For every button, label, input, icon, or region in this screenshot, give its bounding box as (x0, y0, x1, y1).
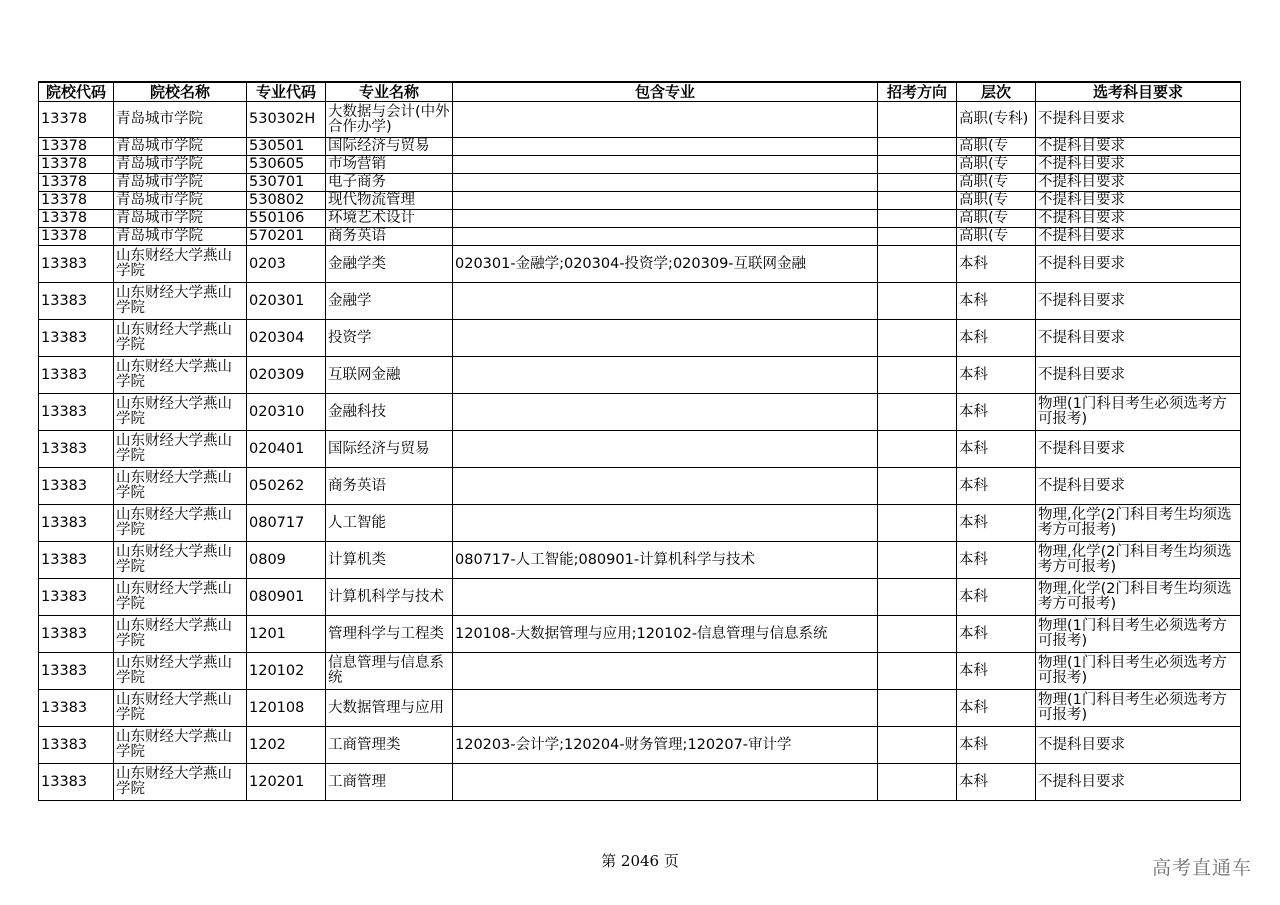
cell-school-name: 山东财经大学燕山学院 (114, 283, 247, 320)
cell-level: 本科 (957, 542, 1036, 579)
cell-major-code: 530302H (247, 102, 326, 138)
cell-subject-requirement: 不提科目要求 (1036, 102, 1241, 138)
cell-major-name: 投资学 (326, 320, 453, 357)
table-row (39, 138, 1241, 156)
cell-direction (878, 468, 957, 505)
cell-level: 高职(专 (957, 174, 1036, 192)
cell-level: 本科 (957, 394, 1036, 431)
cell-level: 本科 (957, 320, 1036, 357)
cell-direction (878, 228, 957, 246)
cell-direction (878, 174, 957, 192)
header-school-name: 院校名称 (114, 82, 247, 102)
cell-direction (878, 542, 957, 579)
cell-level: 本科 (957, 283, 1036, 320)
table-header-row (39, 82, 1241, 102)
cell-included-majors (453, 431, 878, 468)
cell-included-majors: 120108-大数据管理与应用;120102-信息管理与信息系统 (453, 616, 878, 653)
cell-school-code: 13378 (39, 138, 114, 156)
cell-included-majors (453, 579, 878, 616)
cell-included-majors (453, 102, 878, 138)
table-row (39, 616, 1241, 653)
cell-level: 本科 (957, 357, 1036, 394)
cell-school-name: 青岛城市学院 (114, 156, 247, 174)
table-row (39, 246, 1241, 283)
cell-school-name: 山东财经大学燕山学院 (114, 357, 247, 394)
cell-major-code: 1202 (247, 727, 326, 764)
header-major-name: 专业名称 (326, 82, 453, 102)
cell-subject-requirement: 不提科目要求 (1036, 283, 1241, 320)
cell-subject-requirement: 不提科目要求 (1036, 228, 1241, 246)
cell-school-name: 山东财经大学燕山学院 (114, 764, 247, 801)
cell-level: 高职(专 (957, 228, 1036, 246)
cell-included-majors (453, 653, 878, 690)
cell-included-majors (453, 357, 878, 394)
admissions-table (38, 81, 1241, 801)
cell-direction (878, 431, 957, 468)
cell-major-code: 570201 (247, 228, 326, 246)
table-row (39, 542, 1241, 579)
cell-major-name: 计算机类 (326, 542, 453, 579)
cell-direction (878, 192, 957, 210)
header-direction: 招考方向 (878, 82, 957, 102)
cell-school-code: 13378 (39, 210, 114, 228)
cell-major-code: 0203 (247, 246, 326, 283)
cell-subject-requirement: 不提科目要求 (1036, 192, 1241, 210)
cell-included-majors (453, 156, 878, 174)
cell-level: 本科 (957, 690, 1036, 727)
cell-direction (878, 138, 957, 156)
table-row (39, 394, 1241, 431)
cell-school-code: 13383 (39, 246, 114, 283)
cell-included-majors (453, 320, 878, 357)
cell-level: 高职(专科) (957, 102, 1036, 138)
header-major-code: 专业代码 (247, 82, 326, 102)
cell-school-code: 13383 (39, 357, 114, 394)
cell-subject-requirement: 物理(1门科目考生必须选考方可报考) (1036, 394, 1241, 431)
cell-subject-requirement: 物理,化学(2门科目考生均须选考方可报考) (1036, 542, 1241, 579)
cell-major-code: 1201 (247, 616, 326, 653)
cell-school-code: 13378 (39, 228, 114, 246)
cell-subject-requirement: 不提科目要求 (1036, 764, 1241, 801)
cell-school-code: 13383 (39, 431, 114, 468)
cell-subject-requirement: 不提科目要求 (1036, 727, 1241, 764)
cell-direction (878, 616, 957, 653)
cell-direction (878, 764, 957, 801)
table-row (39, 357, 1241, 394)
cell-school-code: 13383 (39, 320, 114, 357)
cell-school-name: 青岛城市学院 (114, 174, 247, 192)
cell-subject-requirement: 不提科目要求 (1036, 246, 1241, 283)
cell-major-code: 120201 (247, 764, 326, 801)
cell-level: 本科 (957, 653, 1036, 690)
cell-school-name: 山东财经大学燕山学院 (114, 542, 247, 579)
table-row (39, 431, 1241, 468)
cell-included-majors (453, 505, 878, 542)
cell-level: 高职(专 (957, 138, 1036, 156)
cell-major-name: 管理科学与工程类 (326, 616, 453, 653)
cell-school-name: 山东财经大学燕山学院 (114, 579, 247, 616)
cell-major-code: 550106 (247, 210, 326, 228)
cell-school-code: 13383 (39, 542, 114, 579)
cell-subject-requirement: 物理(1门科目考生必须选考方可报考) (1036, 616, 1241, 653)
cell-school-name: 山东财经大学燕山学院 (114, 320, 247, 357)
cell-direction (878, 320, 957, 357)
cell-school-name: 山东财经大学燕山学院 (114, 653, 247, 690)
cell-school-name: 青岛城市学院 (114, 192, 247, 210)
cell-major-name: 商务英语 (326, 468, 453, 505)
watermark-logo-text: 高考直通车 (1151, 857, 1252, 879)
cell-level: 高职(专 (957, 210, 1036, 228)
cell-major-code: 530605 (247, 156, 326, 174)
table-row (39, 210, 1241, 228)
cell-major-name: 商务英语 (326, 228, 453, 246)
cell-major-code: 530802 (247, 192, 326, 210)
cell-direction (878, 102, 957, 138)
cell-major-code: 020401 (247, 431, 326, 468)
cell-school-code: 13383 (39, 283, 114, 320)
cell-subject-requirement: 不提科目要求 (1036, 468, 1241, 505)
cell-included-majors (453, 690, 878, 727)
cell-direction (878, 156, 957, 174)
cell-level: 本科 (957, 727, 1036, 764)
cell-major-name: 市场营销 (326, 156, 453, 174)
cell-included-majors: 080717-人工智能;080901-计算机科学与技术 (453, 542, 878, 579)
cell-level: 本科 (957, 431, 1036, 468)
cell-school-name: 山东财经大学燕山学院 (114, 431, 247, 468)
table-row (39, 192, 1241, 210)
cell-major-code: 020309 (247, 357, 326, 394)
cell-school-name: 山东财经大学燕山学院 (114, 246, 247, 283)
cell-major-name: 金融学类 (326, 246, 453, 283)
cell-school-code: 13378 (39, 102, 114, 138)
cell-school-code: 13383 (39, 468, 114, 505)
cell-major-code: 120102 (247, 653, 326, 690)
cell-school-code: 13383 (39, 394, 114, 431)
cell-major-code: 0809 (247, 542, 326, 579)
cell-subject-requirement: 不提科目要求 (1036, 138, 1241, 156)
table-row (39, 228, 1241, 246)
cell-major-name: 大数据与会计(中外合作办学) (326, 102, 453, 138)
cell-school-code: 13383 (39, 579, 114, 616)
cell-major-name: 环境艺术设计 (326, 210, 453, 228)
cell-level: 本科 (957, 616, 1036, 653)
cell-major-code: 020304 (247, 320, 326, 357)
table-row (39, 156, 1241, 174)
cell-major-name: 工商管理类 (326, 727, 453, 764)
cell-included-majors (453, 394, 878, 431)
table-body (39, 102, 1241, 801)
cell-school-name: 青岛城市学院 (114, 102, 247, 138)
cell-major-code: 530701 (247, 174, 326, 192)
cell-school-code: 13378 (39, 174, 114, 192)
table-row (39, 320, 1241, 357)
table-row (39, 102, 1241, 138)
cell-direction (878, 505, 957, 542)
cell-major-name: 电子商务 (326, 174, 453, 192)
cell-major-code: 080717 (247, 505, 326, 542)
cell-school-name: 青岛城市学院 (114, 138, 247, 156)
cell-major-name: 国际经济与贸易 (326, 138, 453, 156)
cell-included-majors (453, 138, 878, 156)
cell-direction (878, 283, 957, 320)
cell-school-code: 13383 (39, 727, 114, 764)
table-row (39, 505, 1241, 542)
cell-major-code: 530501 (247, 138, 326, 156)
cell-major-code: 020301 (247, 283, 326, 320)
cell-direction (878, 357, 957, 394)
cell-major-name: 信息管理与信息系统 (326, 653, 453, 690)
cell-school-code: 13383 (39, 653, 114, 690)
cell-major-name: 工商管理 (326, 764, 453, 801)
cell-direction (878, 394, 957, 431)
cell-subject-requirement: 不提科目要求 (1036, 210, 1241, 228)
cell-major-name: 国际经济与贸易 (326, 431, 453, 468)
cell-level: 本科 (957, 505, 1036, 542)
cell-level: 本科 (957, 579, 1036, 616)
cell-major-name: 计算机科学与技术 (326, 579, 453, 616)
cell-major-code: 050262 (247, 468, 326, 505)
cell-school-code: 13383 (39, 764, 114, 801)
cell-major-code: 020310 (247, 394, 326, 431)
cell-level: 本科 (957, 468, 1036, 505)
cell-subject-requirement: 不提科目要求 (1036, 431, 1241, 468)
table-row (39, 174, 1241, 192)
cell-direction (878, 690, 957, 727)
cell-subject-requirement: 物理(1门科目考生必须选考方可报考) (1036, 653, 1241, 690)
cell-subject-requirement: 物理,化学(2门科目考生均须选考方可报考) (1036, 579, 1241, 616)
table-row (39, 283, 1241, 320)
cell-school-code: 13378 (39, 192, 114, 210)
cell-school-name: 青岛城市学院 (114, 228, 247, 246)
header-included-majors: 包含专业 (453, 82, 878, 102)
cell-school-code: 13383 (39, 505, 114, 542)
cell-school-code: 13378 (39, 156, 114, 174)
page-number: 第 2046 页 (601, 852, 679, 870)
cell-major-code: 120108 (247, 690, 326, 727)
cell-level: 高职(专 (957, 156, 1036, 174)
cell-school-name: 山东财经大学燕山学院 (114, 690, 247, 727)
cell-included-majors (453, 283, 878, 320)
cell-school-name: 青岛城市学院 (114, 210, 247, 228)
cell-direction (878, 210, 957, 228)
cell-included-majors (453, 468, 878, 505)
table-row (39, 468, 1241, 505)
cell-school-name: 山东财经大学燕山学院 (114, 468, 247, 505)
cell-level: 本科 (957, 246, 1036, 283)
cell-school-name: 山东财经大学燕山学院 (114, 727, 247, 764)
cell-included-majors (453, 174, 878, 192)
cell-subject-requirement: 不提科目要求 (1036, 357, 1241, 394)
cell-major-name: 金融学 (326, 283, 453, 320)
cell-major-name: 金融科技 (326, 394, 453, 431)
header-level: 层次 (957, 82, 1036, 102)
cell-school-name: 山东财经大学燕山学院 (114, 616, 247, 653)
cell-subject-requirement: 物理,化学(2门科目考生均须选考方可报考) (1036, 505, 1241, 542)
cell-major-code: 080901 (247, 579, 326, 616)
cell-level: 本科 (957, 764, 1036, 801)
table-row (39, 690, 1241, 727)
cell-subject-requirement: 物理(1门科目考生必须选考方可报考) (1036, 690, 1241, 727)
table-row (39, 579, 1241, 616)
cell-included-majors: 020301-金融学;020304-投资学;020309-互联网金融 (453, 246, 878, 283)
cell-included-majors (453, 228, 878, 246)
cell-major-name: 人工智能 (326, 505, 453, 542)
cell-subject-requirement: 不提科目要求 (1036, 174, 1241, 192)
cell-school-name: 山东财经大学燕山学院 (114, 394, 247, 431)
cell-major-name: 互联网金融 (326, 357, 453, 394)
cell-direction (878, 579, 957, 616)
table-row (39, 653, 1241, 690)
cell-school-code: 13383 (39, 690, 114, 727)
cell-included-majors: 120203-会计学;120204-财务管理;120207-审计学 (453, 727, 878, 764)
cell-included-majors (453, 192, 878, 210)
cell-school-code: 13383 (39, 616, 114, 653)
cell-included-majors (453, 210, 878, 228)
cell-level: 高职(专 (957, 192, 1036, 210)
cell-included-majors (453, 764, 878, 801)
cell-school-name: 山东财经大学燕山学院 (114, 505, 247, 542)
cell-direction (878, 246, 957, 283)
cell-subject-requirement: 不提科目要求 (1036, 156, 1241, 174)
cell-direction (878, 653, 957, 690)
cell-direction (878, 727, 957, 764)
header-school-code: 院校代码 (39, 82, 114, 102)
cell-major-name: 大数据管理与应用 (326, 690, 453, 727)
header-subject-requirement: 选考科目要求 (1036, 82, 1241, 102)
table-row (39, 764, 1241, 801)
cell-major-name: 现代物流管理 (326, 192, 453, 210)
cell-subject-requirement: 不提科目要求 (1036, 320, 1241, 357)
table-row (39, 727, 1241, 764)
